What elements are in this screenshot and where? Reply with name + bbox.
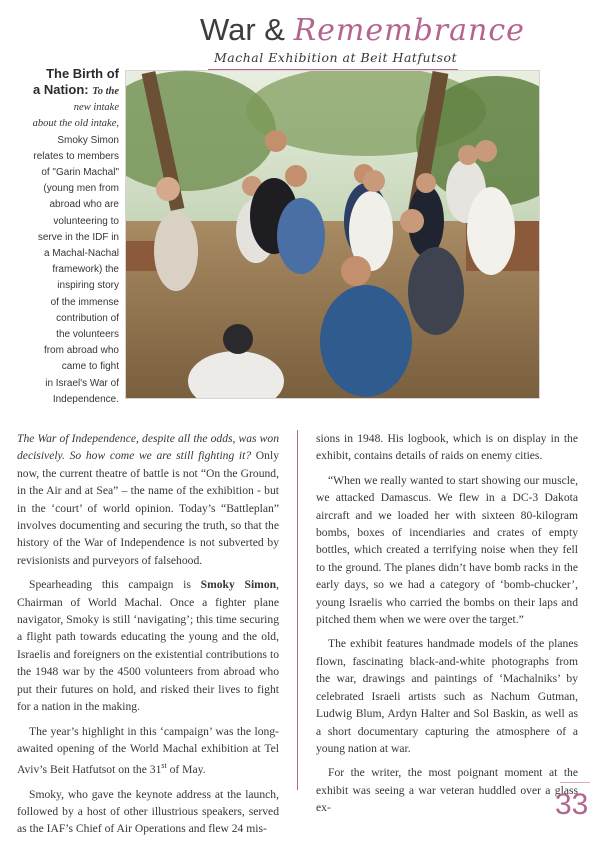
title-plain: War & — [200, 12, 285, 47]
para3-after: of May. — [166, 763, 206, 777]
date-ordinal: st — [161, 761, 167, 771]
caption-line: the volunteers — [56, 329, 119, 341]
caption-line: abroad who are — [49, 199, 119, 211]
page-number-rule — [560, 782, 590, 783]
caption-heading-line2 — [26, 82, 119, 100]
paragraph-highlight — [17, 723, 279, 779]
page-title — [200, 12, 525, 48]
group-photo-illustration — [126, 71, 539, 398]
caption-line: a Machal-Nachal — [43, 248, 119, 260]
caption-heading-line1: The Birth of — [46, 66, 119, 81]
title-script: Remembrance — [293, 13, 525, 48]
paragraph-quote-damascus: “When we really wanted to start showing our muscle, we attacked Damascus. We flew in a DC-3 Dakota aircraft and we loaded her with sixteen 80-kilogram bombs, boxes of incendiaries and crates of empty bottles, which created a terrifying noise when they fell to the ground. The planes didn’t have bomb racks in the early days, so we had a category of ‘bomb-chucker’, young Israelis who carried the bombs on their laps and pitched them when we were over the target.” — [316, 473, 578, 627]
paragraph-lead — [17, 430, 279, 569]
caption-line: of the immense — [50, 296, 119, 308]
para2-before: Spearheading this campaign is — [29, 578, 201, 592]
group-photo — [125, 70, 540, 399]
caption-to-the: To the — [92, 86, 119, 97]
caption-line: in Israel's War of — [45, 377, 119, 389]
caption-line: about the old intake, — [32, 118, 119, 130]
photo-caption — [26, 66, 119, 408]
caption-line: serve in the IDF in — [37, 231, 119, 243]
caption-line: volunteering to — [53, 215, 119, 227]
caption-body — [26, 100, 119, 408]
page-header — [0, 8, 600, 68]
caption-line: Independence. — [52, 393, 119, 405]
caption-line: relates to members — [33, 150, 119, 162]
caption-heading-text: a Nation: — [33, 82, 89, 97]
paragraph-keynote: Smoky, who gave the keynote address at the launch, followed by a host of other illustrious speakers, served as the IAF’s Chief of Air Operations and flew 24 mis- — [17, 787, 279, 836]
paragraph-exhibit-features: The exhibit features handmade models of the planes flown, fascinating black-and-white photographs from the war, drawings and paintings of ‘Machalniks’ by celebrated Israeli artists such as Nachum Gutman, Ludwig Blum, Ardyn Halter and Sol Baskin, as well as a short documentary capturing the atmosphere of a young nation at war. — [316, 637, 578, 755]
caption-line: (young men from — [43, 183, 119, 195]
caption-line: inspiring story — [57, 280, 119, 292]
caption-line: from abroad who — [43, 345, 119, 357]
caption-line: contribution of — [56, 312, 119, 324]
article-column-left — [17, 430, 279, 845]
page-subtitle: Machal Exhibition at Beit Hatfutsot — [214, 50, 458, 65]
article-column-right — [316, 430, 578, 824]
page-number: 33 — [555, 788, 589, 821]
para2-after: , Chairman of World Machal. Once a fighter plane navigator, Smoky is still ‘navigating’; this time securing a flight path towards educating the young and the old, Israelis and foreigners on the existential contributions to the 1948 war by the 4500 volunteers from abroad who put their futures on hold, and risked their lives to fight for a nation in the making. — [17, 578, 279, 714]
caption-line: new intake — [73, 102, 119, 114]
caption-line: of "Garin Machal" — [41, 167, 119, 179]
smoky-simon-name: Smoky Simon — [200, 578, 277, 592]
caption-line: Smoky Simon — [57, 134, 119, 146]
caption-line: framework) the — [52, 264, 119, 276]
caption-line: came to fight — [61, 361, 119, 373]
column-divider — [297, 430, 298, 790]
lead-italic: The War of Independence, despite all the odds, was won decisively. So how come we are still fighting it? — [17, 432, 279, 463]
para3-before: The year’s highlight in this ‘campaign’ was the long-awaited opening of the World Machal exhibition at Tel Aviv’s Beit Hatfutsot on the 31 — [17, 724, 279, 777]
lead-text: Only now, the current theatre of battle is not “On the Ground, in the Air and at Sea” – the name of the exhibition - but in the ‘court’ of world opinion. Today’s “Battleplan” involves documenting and securing the truth, so that the history of the War of Independence is not subverted by revisionists and purveyors of falsehood. — [17, 449, 279, 567]
paragraph-logbook: sions in 1948. His logbook, which is on display in the exhibit, contains details of raids on enemy cities. — [316, 432, 578, 463]
paragraph-spearheading — [17, 576, 279, 715]
paragraph-poignant-moment: For the writer, the most poignant moment at the exhibit was seeing a war veteran huddled over a glass ex- — [316, 766, 578, 815]
